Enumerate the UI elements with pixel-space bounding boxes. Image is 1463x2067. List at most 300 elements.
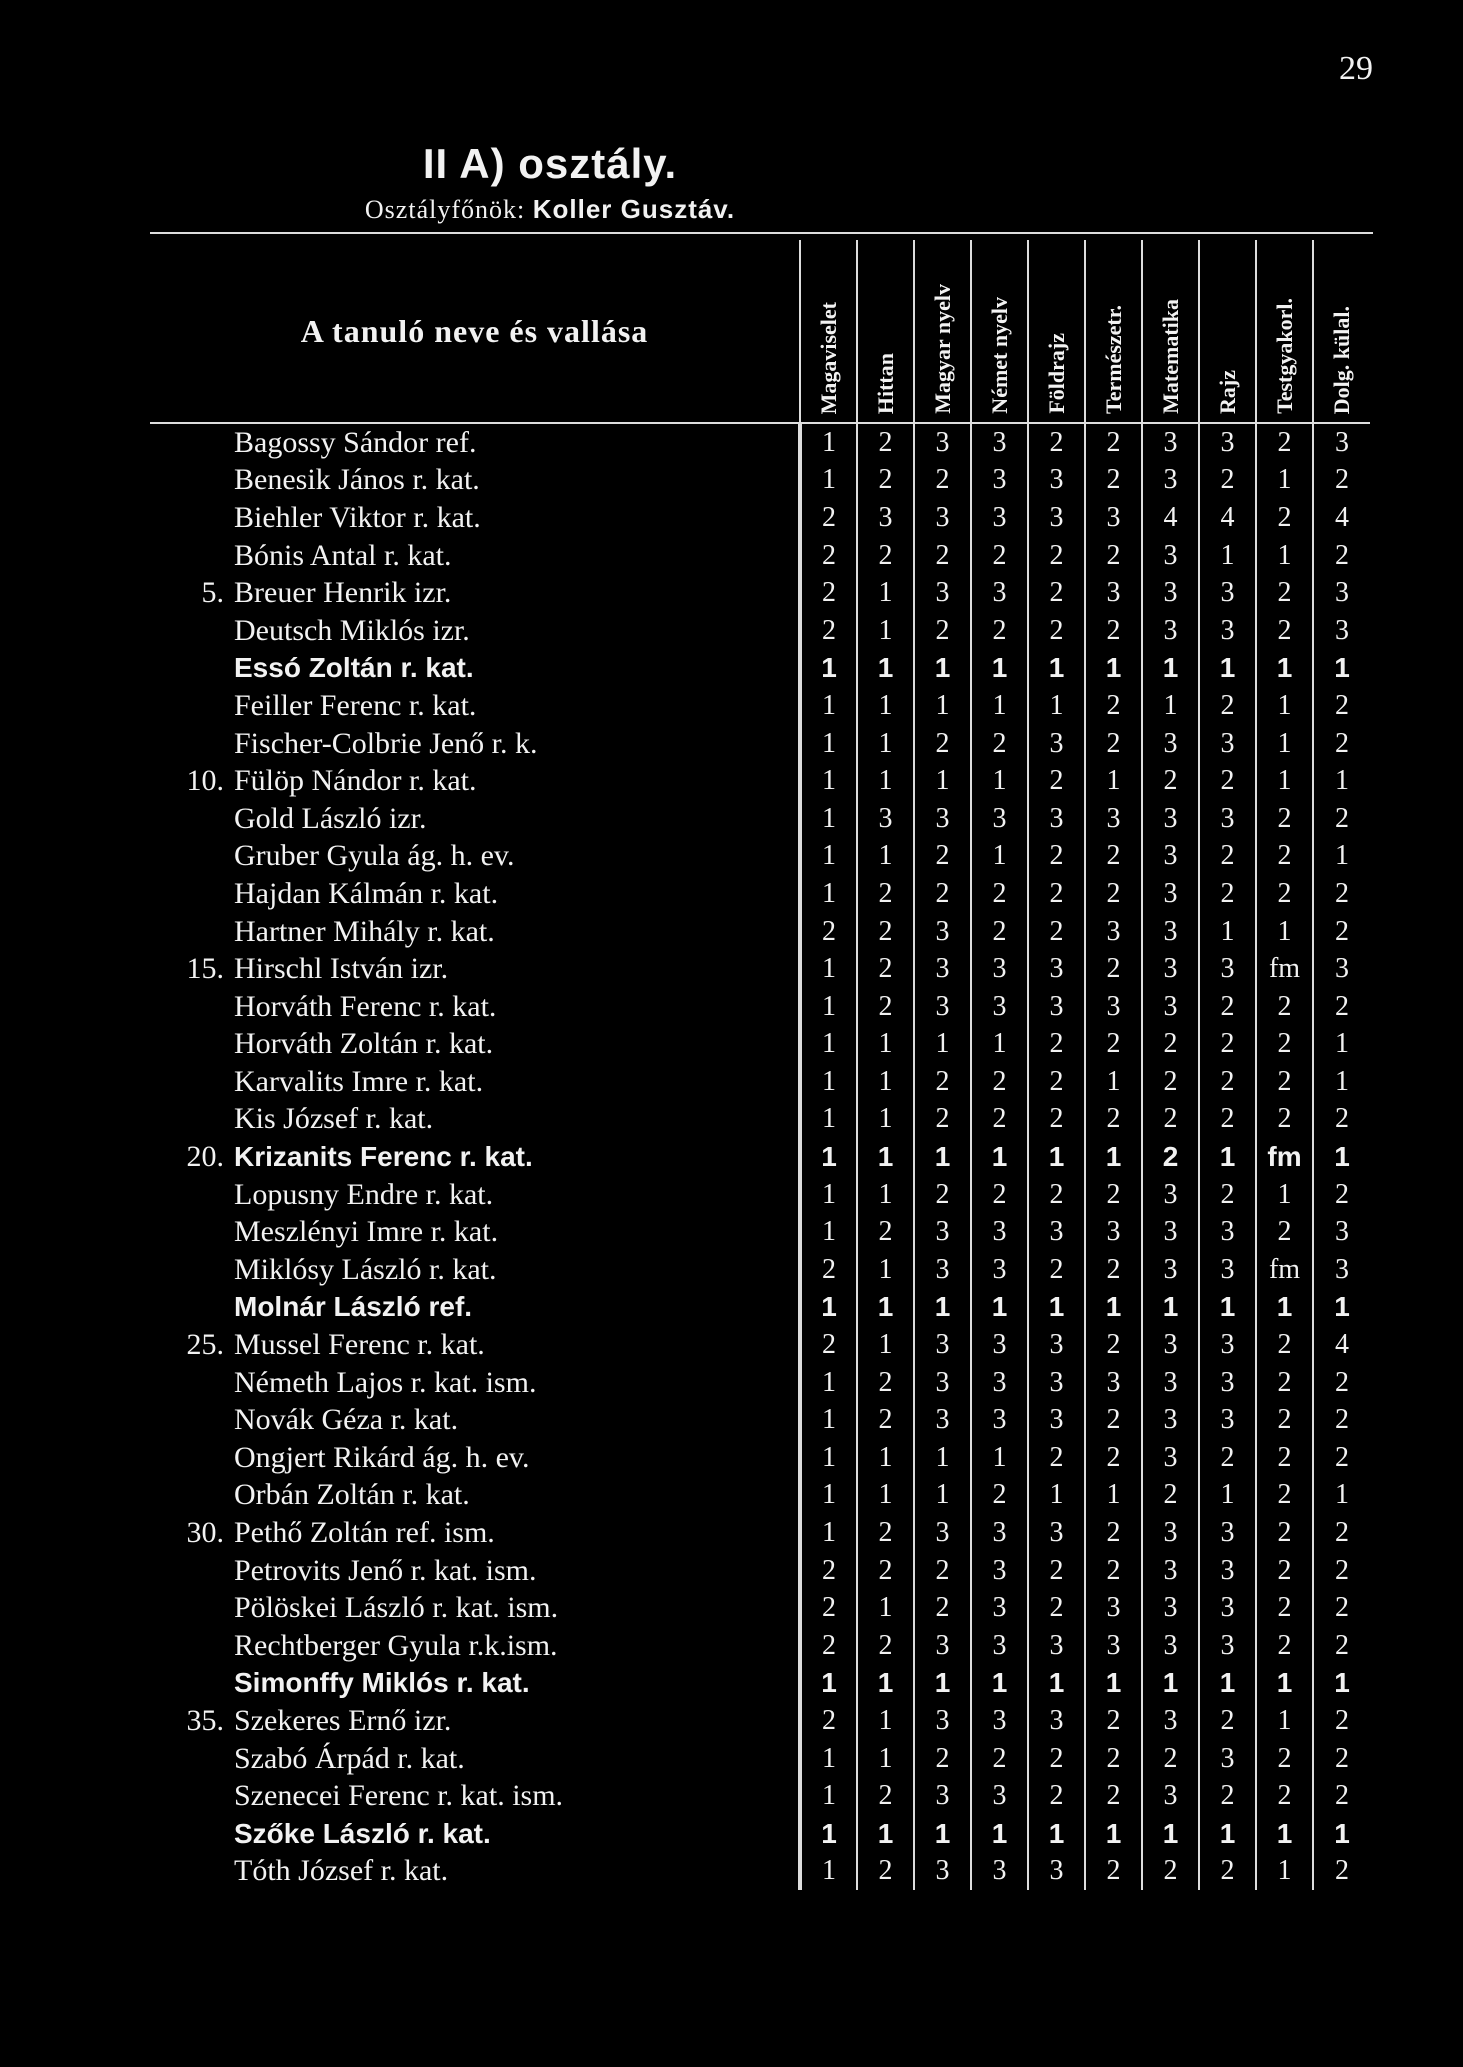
table-row bbox=[150, 988, 1370, 1026]
grade-cell: 4 bbox=[1199, 499, 1256, 537]
student-cell bbox=[150, 1740, 800, 1778]
grade-cell: 3 bbox=[971, 800, 1028, 838]
grade-cell: 1 bbox=[1199, 650, 1256, 688]
student-name: Petrovits Jenő r. kat. ism. bbox=[234, 1553, 537, 1587]
grade-cell: 2 bbox=[1199, 1101, 1256, 1139]
grade-cell: 2 bbox=[914, 462, 971, 500]
grade-cell: 1 bbox=[857, 687, 914, 725]
grade-cell: 2 bbox=[1313, 1552, 1370, 1590]
grade-cell: 2 bbox=[1256, 1063, 1313, 1101]
grade-cell: 2 bbox=[1313, 1589, 1370, 1627]
grade-cell: 3 bbox=[1199, 1627, 1256, 1665]
grade-cell: 2 bbox=[1028, 1101, 1085, 1139]
grade-cell: 1 bbox=[857, 1251, 914, 1289]
grade-cell: 2 bbox=[1199, 1176, 1256, 1214]
student-cell bbox=[150, 1289, 800, 1327]
subject-header bbox=[1028, 240, 1085, 423]
subject-header bbox=[914, 240, 971, 423]
grade-cell: 2 bbox=[1085, 537, 1142, 575]
student-name: Kis József r. kat. bbox=[234, 1102, 434, 1136]
grade-cell: 2 bbox=[800, 537, 857, 575]
grade-cell: 1 bbox=[857, 1665, 914, 1703]
subject-header-label: Földrajz bbox=[1043, 333, 1069, 414]
grade-cell: 1 bbox=[914, 1477, 971, 1515]
grade-cell: 1 bbox=[1028, 1815, 1085, 1853]
grade-cell: 1 bbox=[800, 1101, 857, 1139]
row-number: 15. bbox=[186, 952, 224, 986]
grade-cell: 1 bbox=[800, 1364, 857, 1402]
grade-cell: 2 bbox=[1313, 1777, 1370, 1815]
grade-cell: 3 bbox=[914, 1853, 971, 1891]
grade-cell: 1 bbox=[857, 1101, 914, 1139]
table-row bbox=[150, 1477, 1370, 1515]
grade-cell: 1 bbox=[914, 687, 971, 725]
grade-cell: 2 bbox=[914, 1740, 971, 1778]
grade-cell: 1 bbox=[1142, 1665, 1199, 1703]
grade-cell: 3 bbox=[1199, 423, 1256, 462]
name-column-header: A tanuló neve és vallása bbox=[150, 240, 800, 423]
grade-cell: 2 bbox=[1028, 875, 1085, 913]
grade-cell: 2 bbox=[1256, 1777, 1313, 1815]
grade-cell: 3 bbox=[1199, 1213, 1256, 1251]
grade-cell: 3 bbox=[1085, 499, 1142, 537]
student-cell bbox=[150, 650, 800, 688]
grade-cell: 3 bbox=[1142, 725, 1199, 763]
grade-cell: 2 bbox=[971, 875, 1028, 913]
grade-cell: 2 bbox=[857, 462, 914, 500]
grade-cell: 1 bbox=[800, 1665, 857, 1703]
grade-cell: 2 bbox=[1085, 875, 1142, 913]
table-row bbox=[150, 1627, 1370, 1665]
student-cell bbox=[150, 462, 800, 500]
grade-cell: 1 bbox=[1085, 1477, 1142, 1515]
table-row bbox=[150, 1063, 1370, 1101]
grade-cell: 2 bbox=[1256, 988, 1313, 1026]
grade-cell: 1 bbox=[857, 762, 914, 800]
grade-cell: 1 bbox=[800, 1439, 857, 1477]
grade-cell: 2 bbox=[857, 950, 914, 988]
table-row bbox=[150, 913, 1370, 951]
grade-cell: 2 bbox=[914, 875, 971, 913]
grades-table-wrapper bbox=[150, 240, 1370, 1890]
grade-cell: 1 bbox=[857, 1289, 914, 1327]
grade-cell: 3 bbox=[1199, 574, 1256, 612]
student-name: Biehler Viktor r. kat. bbox=[234, 500, 481, 534]
grade-cell: 2 bbox=[1313, 988, 1370, 1026]
grade-cell: 3 bbox=[1028, 499, 1085, 537]
student-name: Breuer Henrik izr. bbox=[234, 576, 452, 610]
subject-header bbox=[1313, 240, 1370, 423]
student-cell bbox=[150, 1702, 800, 1740]
grade-cell: 2 bbox=[857, 1364, 914, 1402]
grade-cell: 2 bbox=[1085, 462, 1142, 500]
table-row bbox=[150, 1101, 1370, 1139]
student-cell bbox=[150, 1176, 800, 1214]
grades-table bbox=[150, 240, 1370, 1890]
grade-cell: 2 bbox=[971, 913, 1028, 951]
grade-cell: 1 bbox=[1313, 1026, 1370, 1064]
student-cell bbox=[150, 1326, 800, 1364]
grade-cell: 3 bbox=[1199, 800, 1256, 838]
grade-cell: 3 bbox=[914, 1514, 971, 1552]
table-row bbox=[150, 1213, 1370, 1251]
grade-cell: 1 bbox=[800, 687, 857, 725]
table-row bbox=[150, 762, 1370, 800]
grade-cell: 1 bbox=[1028, 1665, 1085, 1703]
subject-header bbox=[1085, 240, 1142, 423]
grade-cell: 2 bbox=[1085, 1439, 1142, 1477]
grade-cell: 2 bbox=[800, 1627, 857, 1665]
grade-cell: 1 bbox=[800, 1176, 857, 1214]
grade-cell: 3 bbox=[1028, 950, 1085, 988]
grade-cell: 2 bbox=[1199, 687, 1256, 725]
student-cell bbox=[150, 537, 800, 575]
grade-cell: 1 bbox=[1085, 1063, 1142, 1101]
grade-cell: 1 bbox=[971, 1439, 1028, 1477]
grade-cell: 2 bbox=[1028, 1176, 1085, 1214]
grade-cell: 2 bbox=[800, 1552, 857, 1590]
student-name: Karvalits Imre r. kat. bbox=[234, 1064, 484, 1098]
grade-cell: 1 bbox=[1142, 650, 1199, 688]
grade-cell: 2 bbox=[1085, 1026, 1142, 1064]
header-rule bbox=[150, 232, 1373, 234]
grade-cell: 1 bbox=[800, 462, 857, 500]
grade-cell: 2 bbox=[914, 1176, 971, 1214]
grade-cell: 2 bbox=[1085, 1853, 1142, 1891]
grade-cell: 1 bbox=[857, 1326, 914, 1364]
grade-cell: 2 bbox=[1313, 1514, 1370, 1552]
grade-cell: 3 bbox=[857, 499, 914, 537]
subject-header bbox=[1199, 240, 1256, 423]
grade-cell: 4 bbox=[1313, 1326, 1370, 1364]
grade-cell: 1 bbox=[1085, 762, 1142, 800]
table-row bbox=[150, 1777, 1370, 1815]
student-cell bbox=[150, 499, 800, 537]
grade-cell: 2 bbox=[1256, 1401, 1313, 1439]
grade-cell: 1 bbox=[1142, 687, 1199, 725]
grade-cell: 3 bbox=[1142, 462, 1199, 500]
grade-cell: 1 bbox=[1256, 913, 1313, 951]
grade-cell: 3 bbox=[971, 1777, 1028, 1815]
grade-cell: 1 bbox=[914, 762, 971, 800]
subject-header bbox=[857, 240, 914, 423]
grade-cell: 2 bbox=[914, 1589, 971, 1627]
grade-cell: 1 bbox=[1313, 762, 1370, 800]
student-cell bbox=[150, 1251, 800, 1289]
grade-cell: 3 bbox=[1199, 1401, 1256, 1439]
student-name: Hajdan Kálmán r. kat. bbox=[234, 876, 499, 910]
grade-cell: 1 bbox=[857, 1026, 914, 1064]
grade-cell: 3 bbox=[1313, 612, 1370, 650]
student-name: Bónis Antal r. kat. bbox=[234, 538, 452, 572]
grade-cell: 2 bbox=[1085, 1514, 1142, 1552]
grade-cell: 1 bbox=[1313, 1063, 1370, 1101]
grade-cell: 3 bbox=[971, 1627, 1028, 1665]
grade-cell: 1 bbox=[800, 650, 857, 688]
grade-cell: 2 bbox=[1256, 1213, 1313, 1251]
grade-cell: 2 bbox=[914, 1552, 971, 1590]
table-row bbox=[150, 800, 1370, 838]
student-name: Szőke László r. kat. bbox=[234, 1817, 491, 1849]
grade-cell: 3 bbox=[1142, 1326, 1199, 1364]
grade-cell: 3 bbox=[1028, 1702, 1085, 1740]
grade-cell: 2 bbox=[1256, 1439, 1313, 1477]
grade-cell: 3 bbox=[971, 1514, 1028, 1552]
grade-cell: 3 bbox=[1313, 1251, 1370, 1289]
student-cell bbox=[150, 1589, 800, 1627]
student-name: Gold László izr. bbox=[234, 801, 427, 835]
grade-cell: 1 bbox=[857, 725, 914, 763]
grade-cell: 1 bbox=[1028, 687, 1085, 725]
table-row bbox=[150, 499, 1370, 537]
grade-cell: 2 bbox=[1028, 1740, 1085, 1778]
grade-cell: 2 bbox=[1256, 1740, 1313, 1778]
grade-cell: fm bbox=[1256, 950, 1313, 988]
grade-cell: 1 bbox=[1085, 1289, 1142, 1327]
grade-cell: 2 bbox=[1085, 1401, 1142, 1439]
student-name: Hartner Mihály r. kat. bbox=[234, 914, 495, 948]
grade-cell: 1 bbox=[971, 1138, 1028, 1176]
row-number: 20. bbox=[186, 1140, 224, 1174]
grade-cell: 1 bbox=[1313, 1815, 1370, 1853]
table-row bbox=[150, 1138, 1370, 1176]
grade-cell: 2 bbox=[1028, 423, 1085, 462]
student-name: Szekeres Ernő izr. bbox=[234, 1703, 452, 1737]
student-cell bbox=[150, 1439, 800, 1477]
student-name: Szabó Árpád r. kat. bbox=[234, 1741, 465, 1775]
grade-cell: 1 bbox=[1199, 1138, 1256, 1176]
grade-cell: 1 bbox=[1256, 762, 1313, 800]
grade-cell: 1 bbox=[971, 1026, 1028, 1064]
grade-cell: 1 bbox=[1085, 1665, 1142, 1703]
table-row bbox=[150, 687, 1370, 725]
grade-cell: 2 bbox=[857, 1401, 914, 1439]
grade-cell: 2 bbox=[1256, 423, 1313, 462]
grade-cell: 2 bbox=[1142, 1026, 1199, 1064]
table-row bbox=[150, 1665, 1370, 1703]
grade-cell: 2 bbox=[1085, 838, 1142, 876]
grade-cell: 2 bbox=[1028, 574, 1085, 612]
grade-cell: 1 bbox=[857, 1702, 914, 1740]
grade-cell: 1 bbox=[800, 988, 857, 1026]
grade-cell: 1 bbox=[1313, 650, 1370, 688]
class-teacher-name: Koller Gusztáv. bbox=[532, 194, 736, 224]
grade-cell: 2 bbox=[1313, 1364, 1370, 1402]
student-cell bbox=[150, 1853, 800, 1891]
subject-header-label: Matematika bbox=[1157, 299, 1183, 414]
row-number: 10. bbox=[186, 764, 224, 798]
grade-cell: 2 bbox=[1256, 612, 1313, 650]
grade-cell: 3 bbox=[1028, 1514, 1085, 1552]
student-cell bbox=[150, 1101, 800, 1139]
grade-cell: 3 bbox=[914, 913, 971, 951]
grade-cell: 2 bbox=[857, 1853, 914, 1891]
grade-cell: 3 bbox=[1199, 1326, 1256, 1364]
student-cell bbox=[150, 725, 800, 763]
student-name: Fülöp Nándor r. kat. bbox=[234, 764, 477, 798]
grade-cell: 3 bbox=[1085, 913, 1142, 951]
table-row bbox=[150, 1026, 1370, 1064]
grade-cell: 2 bbox=[1256, 800, 1313, 838]
grade-cell: 2 bbox=[1142, 1138, 1199, 1176]
subject-header-label: Magyar nyelv bbox=[929, 284, 955, 414]
grade-cell: 3 bbox=[1028, 1853, 1085, 1891]
grade-cell: 2 bbox=[1142, 1477, 1199, 1515]
grade-cell: 3 bbox=[1142, 1589, 1199, 1627]
grade-cell: 1 bbox=[800, 725, 857, 763]
grade-cell: 2 bbox=[1028, 838, 1085, 876]
grade-cell: 3 bbox=[971, 1552, 1028, 1590]
grade-cell: 1 bbox=[914, 1289, 971, 1327]
student-name: Pethő Zoltán ref. ism. bbox=[234, 1516, 495, 1550]
subject-header bbox=[971, 240, 1028, 423]
grade-cell: 2 bbox=[1256, 838, 1313, 876]
grade-cell: 3 bbox=[1142, 1552, 1199, 1590]
grade-cell: 3 bbox=[1199, 1552, 1256, 1590]
grade-cell: 1 bbox=[1256, 1815, 1313, 1853]
grade-cell: 2 bbox=[914, 838, 971, 876]
grade-cell: 2 bbox=[800, 612, 857, 650]
grade-cell: 3 bbox=[1085, 574, 1142, 612]
student-cell bbox=[150, 913, 800, 951]
grade-cell: 2 bbox=[1199, 762, 1256, 800]
grade-cell: 3 bbox=[1142, 1401, 1199, 1439]
grade-cell: 3 bbox=[1142, 1514, 1199, 1552]
grade-cell: 2 bbox=[914, 725, 971, 763]
grade-cell: 2 bbox=[1313, 1853, 1370, 1891]
grade-cell: 2 bbox=[1256, 574, 1313, 612]
student-name: Lopusny Endre r. kat. bbox=[234, 1177, 494, 1211]
grade-cell: 1 bbox=[1256, 537, 1313, 575]
grade-cell: 3 bbox=[1142, 800, 1199, 838]
grade-cell: 3 bbox=[1142, 423, 1199, 462]
grade-cell: 1 bbox=[857, 1063, 914, 1101]
grade-cell: 3 bbox=[1028, 1364, 1085, 1402]
grade-cell: 2 bbox=[1256, 1589, 1313, 1627]
grade-cell: 2 bbox=[1313, 537, 1370, 575]
grade-cell: 1 bbox=[800, 838, 857, 876]
grade-cell: 1 bbox=[1085, 650, 1142, 688]
grade-cell: 3 bbox=[1085, 800, 1142, 838]
grade-cell: 2 bbox=[1085, 687, 1142, 725]
grade-cell: 3 bbox=[1313, 1213, 1370, 1251]
grade-cell: 1 bbox=[800, 1815, 857, 1853]
grade-cell: 3 bbox=[1142, 913, 1199, 951]
grade-cell: 1 bbox=[914, 1815, 971, 1853]
grade-cell: 4 bbox=[1142, 499, 1199, 537]
grade-cell: 2 bbox=[1313, 725, 1370, 763]
grade-cell: 2 bbox=[857, 1777, 914, 1815]
subject-header-label: Testgyakorl. bbox=[1271, 298, 1297, 414]
grade-cell: 3 bbox=[1142, 612, 1199, 650]
grade-cell: 2 bbox=[1085, 1176, 1142, 1214]
grade-cell: 2 bbox=[1085, 1552, 1142, 1590]
grade-cell: 2 bbox=[1199, 1853, 1256, 1891]
student-cell bbox=[150, 800, 800, 838]
grade-cell: 2 bbox=[1028, 762, 1085, 800]
grade-cell: 2 bbox=[1085, 1251, 1142, 1289]
grade-cell: 1 bbox=[800, 1477, 857, 1515]
grade-cell: 3 bbox=[971, 574, 1028, 612]
student-name: Németh Lajos r. kat. ism. bbox=[234, 1365, 537, 1399]
grade-cell: 3 bbox=[1313, 423, 1370, 462]
student-name: Meszlényi Imre r. kat. bbox=[234, 1215, 499, 1249]
grade-cell: 3 bbox=[1142, 988, 1199, 1026]
grade-cell: 1 bbox=[1256, 1853, 1313, 1891]
grade-cell: 1 bbox=[857, 838, 914, 876]
student-cell bbox=[150, 423, 800, 462]
student-cell bbox=[150, 1364, 800, 1402]
student-cell bbox=[150, 1815, 800, 1853]
grade-cell: 1 bbox=[800, 1777, 857, 1815]
grade-cell: 1 bbox=[800, 1740, 857, 1778]
grade-cell: 3 bbox=[1028, 800, 1085, 838]
grade-cell: 1 bbox=[971, 687, 1028, 725]
grade-cell: 1 bbox=[800, 1289, 857, 1327]
grade-cell: 1 bbox=[1256, 650, 1313, 688]
grade-cell: 3 bbox=[1199, 950, 1256, 988]
student-name: Novák Géza r. kat. bbox=[234, 1403, 459, 1437]
subject-header-label: Magaviselet bbox=[815, 301, 841, 414]
grade-cell: 1 bbox=[1256, 1176, 1313, 1214]
grade-cell: 3 bbox=[1028, 1401, 1085, 1439]
grade-cell: 3 bbox=[914, 1627, 971, 1665]
grade-cell: 1 bbox=[1028, 1477, 1085, 1515]
table-header-row bbox=[150, 240, 1370, 423]
student-cell bbox=[150, 1401, 800, 1439]
student-name: Fischer-Colbrie Jenő r. k. bbox=[234, 726, 538, 760]
grade-cell: 3 bbox=[1142, 1777, 1199, 1815]
grade-cell: 1 bbox=[971, 1815, 1028, 1853]
grade-cell: 2 bbox=[857, 1213, 914, 1251]
grade-cell: 2 bbox=[857, 1514, 914, 1552]
student-cell bbox=[150, 1665, 800, 1703]
grade-cell: 1 bbox=[971, 650, 1028, 688]
student-cell bbox=[150, 1026, 800, 1064]
subject-header bbox=[800, 240, 857, 423]
grade-cell: 2 bbox=[1028, 913, 1085, 951]
grade-cell: 1 bbox=[857, 650, 914, 688]
grade-cell: 1 bbox=[800, 1514, 857, 1552]
subject-header-label: Hittan bbox=[872, 352, 898, 414]
grade-cell: 2 bbox=[1313, 1627, 1370, 1665]
grade-cell: 2 bbox=[914, 1063, 971, 1101]
student-rows bbox=[150, 423, 1370, 1890]
student-name: Horváth Zoltán r. kat. bbox=[234, 1027, 494, 1061]
grade-cell: 1 bbox=[1199, 1477, 1256, 1515]
grade-cell: 1 bbox=[857, 612, 914, 650]
grade-cell: 1 bbox=[857, 1176, 914, 1214]
grade-cell: 3 bbox=[971, 462, 1028, 500]
grade-cell: 2 bbox=[914, 537, 971, 575]
grade-cell: 3 bbox=[971, 499, 1028, 537]
student-name: Hirschl István izr. bbox=[234, 952, 449, 986]
grade-cell: 3 bbox=[1142, 574, 1199, 612]
grade-cell: 3 bbox=[1199, 725, 1256, 763]
table-row bbox=[150, 838, 1370, 876]
grade-cell: 2 bbox=[1256, 1101, 1313, 1139]
grade-cell: 3 bbox=[1142, 1364, 1199, 1402]
grade-cell: 2 bbox=[1256, 1514, 1313, 1552]
table-row bbox=[150, 1439, 1370, 1477]
grade-cell: 1 bbox=[857, 1815, 914, 1853]
grade-cell: 2 bbox=[1028, 537, 1085, 575]
grade-cell: 2 bbox=[857, 1627, 914, 1665]
student-cell bbox=[150, 838, 800, 876]
grade-cell: 3 bbox=[1142, 838, 1199, 876]
table-row bbox=[150, 1326, 1370, 1364]
grade-cell: 1 bbox=[857, 1740, 914, 1778]
